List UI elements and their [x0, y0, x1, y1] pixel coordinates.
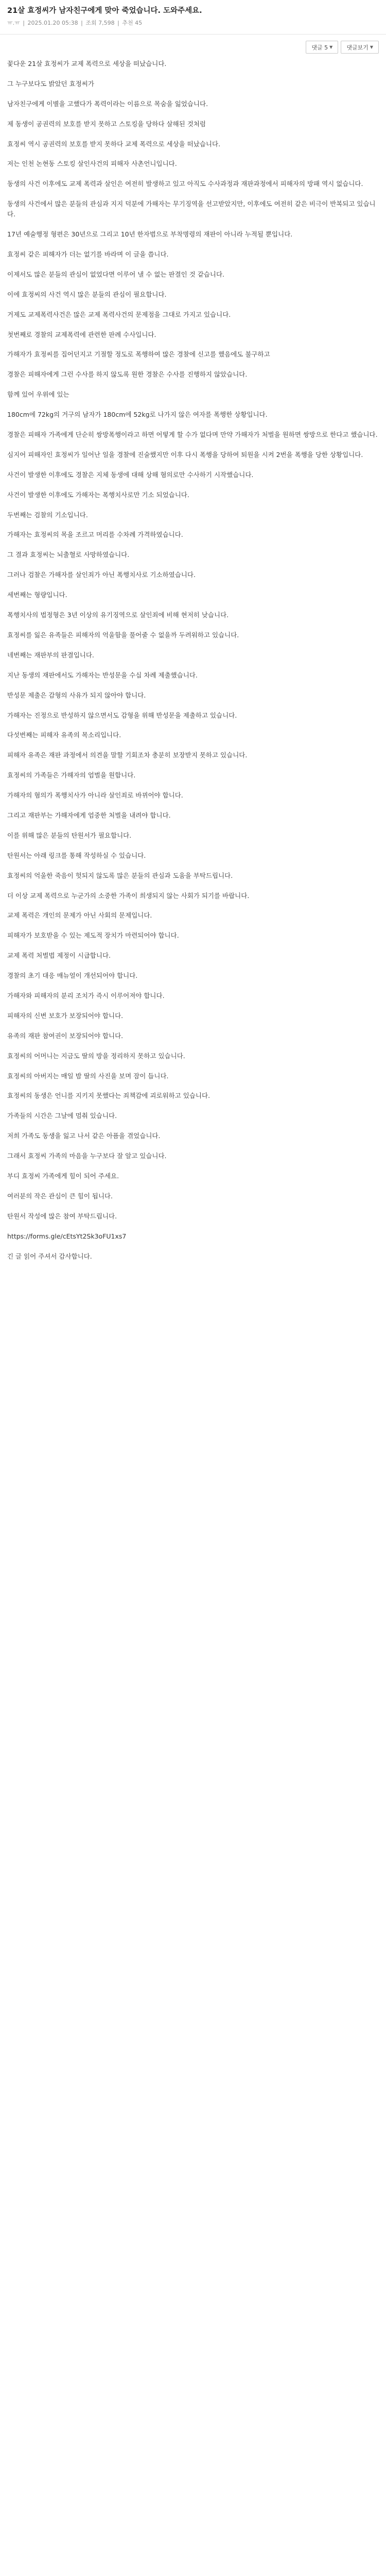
post-paragraph: 제 동생이 공권력의 보호를 받지 못하고 스토킹을 당하다 살해된 것처럼	[7, 120, 206, 128]
post-paragraph: 180cm에 72kg의 거구의 남자가 180cm에 52kg로 나가지 않은 여자를 폭행한 상황입니다.	[7, 411, 268, 419]
post-paragraph: 피해자 유족은 재판 과정에서 의견을 말할 기회조차 충분히 보장받지 못하고 있습니다.	[7, 751, 248, 759]
post-paragraph: 그 결과 효정씨는 뇌출혈로 사망하였습니다.	[7, 551, 130, 559]
post-paragraph: 17년 예술행정 형편은 30년으로 그리고 10년 한자범으로 부착명령의 재판이 아니라 누적될 뿐입니다.	[7, 230, 293, 239]
meta-separator: |	[23, 20, 25, 26]
post-paragraph: 세번째는 형량입니다.	[7, 591, 67, 599]
post-actions	[0, 35, 386, 57]
post-paragraph: 그러나 검찰은 가해자를 살인죄가 아닌 폭행치사로 기소하였습니다.	[7, 571, 196, 579]
post-paragraph: 더 이상 교제 폭력으로 누군가의 소중한 가족이 희생되지 않는 사회가 되기를 바랍니다.	[7, 891, 250, 900]
post-date: 2025.01.20 05:38	[27, 20, 78, 26]
post-paragraph: 여러분의 작은 관심이 큰 힘이 됩니다.	[7, 1192, 113, 1200]
post-paragraph: 경찰은 피해자에게 그런 수사를 하지 않도록 원한 경찰은 수사를 진행하지 않았습니다.	[7, 370, 248, 379]
comment-count-button[interactable]	[306, 41, 338, 54]
post-paragraph: 가해자와 피해자의 분리 조치가 즉시 이루어져야 합니다.	[7, 991, 165, 999]
post-paragraph: 가해자가 효정씨를 집어던지고 기절할 정도로 폭행하여 많은 경찰에 신고를 했음에도 불구하고	[7, 350, 270, 359]
post-paragraph: 심지어 피해자인 효정씨가 일어난 일을 경찰에 진술했지만 이후 다시 폭행을 당하여 퇴원을 시켜 2번을 폭행을 당한 상황입니다.	[7, 450, 363, 459]
post-paragraph: 가해자의 혐의가 폭행치사가 아니라 살인죄로 바뀌어야 합니다.	[7, 791, 183, 800]
post-paragraph: 그래서 효정씨 가족의 마음을 누구보다 잘 알고 있습니다.	[7, 1152, 167, 1160]
post-paragraph: 긴 글 읽어 주셔서 감사합니다.	[7, 1252, 92, 1260]
post-recommends: 추천 45	[122, 20, 143, 26]
post-paragraph: 효정씨의 아버지는 매일 밤 딸의 사진을 보며 잠이 듭니다.	[7, 1072, 169, 1080]
post-paragraph: 효정씨 같은 피해자가 더는 없기를 바라며 이 글을 씁니다.	[7, 250, 169, 259]
post-paragraph: 반성문 제출은 감형의 사유가 되지 않아야 합니다.	[7, 691, 146, 699]
meta-separator: |	[117, 20, 119, 26]
post-paragraph: 경찰의 초기 대응 매뉴얼이 개선되어야 합니다.	[7, 972, 138, 980]
post-paragraph: 사건이 발생한 이후에도 경찰은 지체 동생에 대해 상해 혐의로만 수사하기 시작했습니다.	[7, 470, 254, 479]
post-paragraph: 이를 위해 많은 분들의 탄원서가 필요합니다.	[7, 831, 132, 839]
post-paragraph: 교제 폭력 처벌법 제정이 시급합니다.	[7, 952, 111, 960]
post-paragraph: 저희 가족도 동생을 잃고 나서 같은 아픔을 겪었습니다.	[7, 1132, 161, 1140]
post-views: 조회 7,598	[85, 20, 115, 26]
post-paragraph: 교제 폭력은 개인의 문제가 아닌 사회의 문제입니다.	[7, 911, 152, 920]
comment-count-label: 댓글 5	[311, 44, 328, 51]
post-paragraph: 두번째는 검찰의 기소입니다.	[7, 511, 88, 519]
post-paragraph: 피해자의 신변 보호가 보장되어야 합니다.	[7, 1011, 124, 1020]
post-meta	[7, 20, 379, 27]
post	[0, 0, 386, 1262]
post-paragraph: 이제서도 많은 분들의 관심이 없었다면 이루어 낼 수 없는 판결인 것 같습니다.	[7, 270, 225, 278]
post-paragraph: 남자친구에게 이별을 고했다가 폭력이라는 이름으로 목숨을 잃었습니다.	[7, 99, 208, 108]
post-paragraph: 저는 인천 논현동 스토킹 살인사건의 피해자 사촌언니입니다.	[7, 160, 177, 168]
post-paragraph: 피해자가 보호받을 수 있는 제도적 장치가 마련되어야 합니다.	[7, 931, 179, 940]
post-paragraph: 탄원서는 아래 링크를 통해 작성하실 수 있습니다.	[7, 851, 146, 859]
post-paragraph: 거제도 교제폭력사건은 많은 교제 폭력사건의 문제점을 그대로 가지고 있습니다.	[7, 310, 231, 318]
post-paragraph: 탄원서 작성에 많은 참여 부탁드립니다.	[7, 1212, 117, 1220]
post-paragraph: 부디 효정씨 가족에게 힘이 되어 주세요.	[7, 1172, 119, 1180]
post-paragraph: 효정씨의 억울한 죽음이 헛되지 않도록 많은 분들의 관심과 도움을 부탁드립니다.	[7, 871, 233, 879]
post-paragraph: 지난 동생의 재판에서도 가해자는 반성문을 수십 차례 제출했습니다.	[7, 671, 198, 679]
post-paragraph: 유족의 재판 참여권이 보장되어야 합니다.	[7, 1031, 124, 1040]
post-paragraph: 폭행치사의 법정형은 3년 이상의 유기징역으로 살인죄에 비해 현저히 낮습니다.	[7, 611, 229, 619]
post-paragraph: 네번째는 재판부의 판결입니다.	[7, 651, 94, 659]
post-paragraph: 효정씨의 가족들은 가해자의 엄벌을 원합니다.	[7, 771, 136, 779]
post-paragraph: 첫번째로 경찰의 교제폭력에 관련한 판례 수사입니다.	[7, 330, 156, 338]
chevron-down-icon: ▼	[370, 45, 373, 49]
post-paragraph: https://forms.gle/cEtsYt2Sk3oFU1xs7	[7, 1232, 127, 1240]
post-paragraph: 그리고 재판부는 가해자에게 엄중한 처벌을 내려야 합니다.	[7, 811, 171, 819]
post-author[interactable]: ㅠ.ㅠ	[7, 20, 20, 26]
view-comments-label: 댓글보기	[346, 44, 369, 51]
post-paragraph: 동생의 사건 이후에도 교제 폭력과 살인은 여전히 발생하고 있고 아직도 수사과정과 재판과정에서 피해자의 방패 역시 없습니다.	[7, 180, 363, 188]
post-paragraph: 효정씨의 어머니는 지금도 딸의 방을 정리하지 못하고 있습니다.	[7, 1052, 185, 1060]
post-paragraph: 경찰은 피해자 가족에게 단순히 쌍방폭행이라고 하면 어떻게 할 수가 없다며 만약 가해자가 처벌을 원하면 쌍방으로 한다고 했습니다.	[7, 431, 378, 439]
view-comments-button[interactable]	[341, 41, 379, 54]
post-paragraph: 가족들의 시간은 그날에 멈춰 있습니다.	[7, 1112, 117, 1120]
post-title: 21살 효정씨가 남자친구에게 맞아 죽었습니다. 도와주세요.	[7, 7, 202, 15]
post-paragraph: 사건이 발생한 이후에도 가해자는 폭행치사로만 기소 되었습니다.	[7, 490, 189, 499]
post-paragraph: 동생의 사건에서 많은 분들의 관심과 지지 덕분에 가해자는 무기징역을 선고받았지만, 이후에도 여전히 같은 비극이 반복되고 있습니다.	[7, 200, 376, 218]
post-paragraph: 그 누구보다도 밝았던 효정씨가	[7, 79, 94, 88]
post-paragraph: 가해자는 효정씨의 목을 조르고 머리를 수차례 가격하였습니다.	[7, 531, 183, 539]
post-paragraph: 꽃다운 21살 효정씨가 교제 폭력으로 세상을 떠났습니다.	[7, 60, 167, 67]
chevron-down-icon: ▼	[329, 45, 333, 49]
meta-separator: |	[81, 20, 83, 26]
post-header	[0, 0, 386, 35]
post-paragraph: 이에 효정씨의 사건 역시 많은 분들의 관심이 필요합니다.	[7, 290, 167, 298]
post-paragraph: 효정씨의 동생은 언니를 지키지 못했다는 죄책감에 괴로워하고 있습니다.	[7, 1092, 210, 1100]
post-paragraph: 효정씨 역시 공권력의 보호를 받지 못하다 교제 폭력으로 세상을 떠났습니다.	[7, 140, 221, 148]
post-paragraph: 가해자는 진정으로 반성하지 않으면서도 감형을 위해 반성문을 제출하고 있습니다.	[7, 711, 237, 719]
post-paragraph: 다섯번째는 피해자 유족의 목소리입니다.	[7, 731, 121, 739]
post-paragraph: 함께 있어 우위에 있는	[7, 391, 69, 399]
post-paragraph: 효정씨를 잃은 유족들은 피해자의 억울함을 풀어줄 수 없을까 두려워하고 있습니다.	[7, 631, 239, 639]
post-body	[0, 57, 386, 1262]
